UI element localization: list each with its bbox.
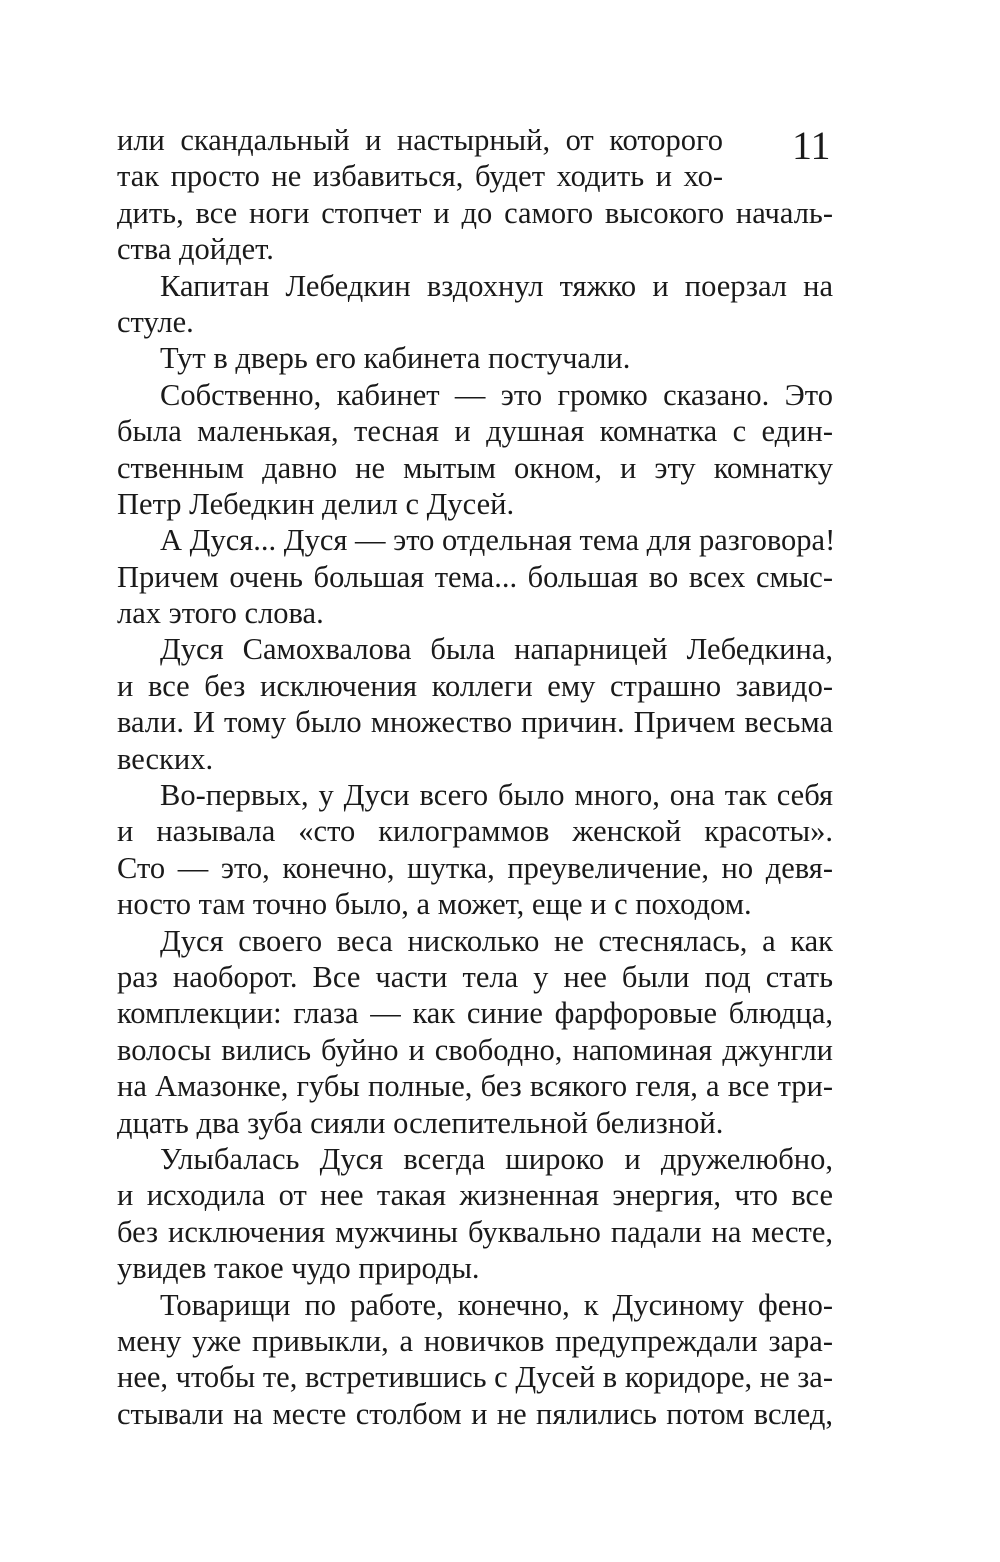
text-line: дцать два зуба сияли ослепительной белизной. [117, 1105, 724, 1140]
text-line: комплекции: глаза — как синие фарфоровые блюдца, [117, 996, 833, 1031]
text-line: без исключения мужчины буквально падали на месте, [117, 1214, 833, 1249]
text-line: ственным давно не мытым окном, и эту комнатку [117, 450, 833, 485]
text-line: веских. [117, 741, 214, 776]
book-text [117, 122, 836, 1432]
text-line: вали. И тому было множество причин. Причем весьма [117, 705, 833, 740]
text-line: Тут в дверь его кабинета постучали. [160, 341, 631, 376]
text-line: увидев такое чудо природы. [117, 1251, 480, 1286]
page-number: 11 [792, 123, 831, 168]
text-line: мену уже привыкли, а новичков предупреждали зара- [117, 1323, 833, 1358]
text-line: или скандальный и настырный, от которого [117, 123, 723, 157]
text-line: и называла «сто килограммов женской красоты». [117, 814, 833, 849]
text-line: носто там точно было, а может, еще и с походом. [117, 887, 752, 922]
text-line: Товарищи по работе, конечно, к Дусиному фено- [160, 1287, 833, 1322]
text-line: лах этого слова. [117, 596, 324, 631]
text-line: Капитан Лебедкин вздохнул тяжко и поерзал на [160, 268, 833, 303]
text-line: и исходила от нее такая жизненная энергия, что все [117, 1178, 833, 1213]
text-line: и все без исключения коллеги ему страшно завидо- [117, 668, 833, 703]
text-line: ства дойдет. [117, 232, 274, 267]
text-line: Сто — это, конечно, шутка, преувеличение, но девя- [117, 850, 833, 885]
text-line: раз наоборот. Все части тела у нее были под стать [117, 959, 833, 994]
text-line: волосы вились буйно и свободно, напоминая джунгли [117, 1032, 833, 1067]
text-line: была маленькая, тесная и душная комнатка с един- [117, 414, 833, 449]
text-line: нее, чтобы те, встретившись с Дусей в коридоре, не за- [117, 1360, 833, 1395]
text-line: Причем очень большая тема... большая во всех смыс- [117, 559, 833, 594]
text-line: Дуся своего веса нисколько не стеснялась, а как [160, 923, 833, 958]
text-line: Петр Лебедкин делил с Дусей. [117, 486, 515, 521]
text-line: Собственно, кабинет — это громко сказано. Это [160, 377, 833, 412]
text-line: А Дуся... Дуся — это отдельная тема для разговора! [160, 523, 836, 558]
text-line: Дуся Самохвалова была напарницей Лебедкина, [160, 632, 833, 667]
text-line: так просто не избавиться, будет ходить и хо- [117, 159, 723, 194]
text-line: Улыбалась Дуся всегда широко и дружелюбно, [160, 1141, 833, 1176]
text-line: на Амазонке, губы полные, без всякого геля, а все три- [117, 1069, 833, 1104]
text-line: Во-первых, у Дуси всего было много, она так себя [160, 778, 833, 813]
text-line: стуле. [117, 304, 194, 339]
text-line: дить, все ноги стопчет и до самого высокого началь- [117, 195, 833, 230]
text-line: стывали на месте столбом и не пялились потом вслед, [117, 1396, 833, 1431]
